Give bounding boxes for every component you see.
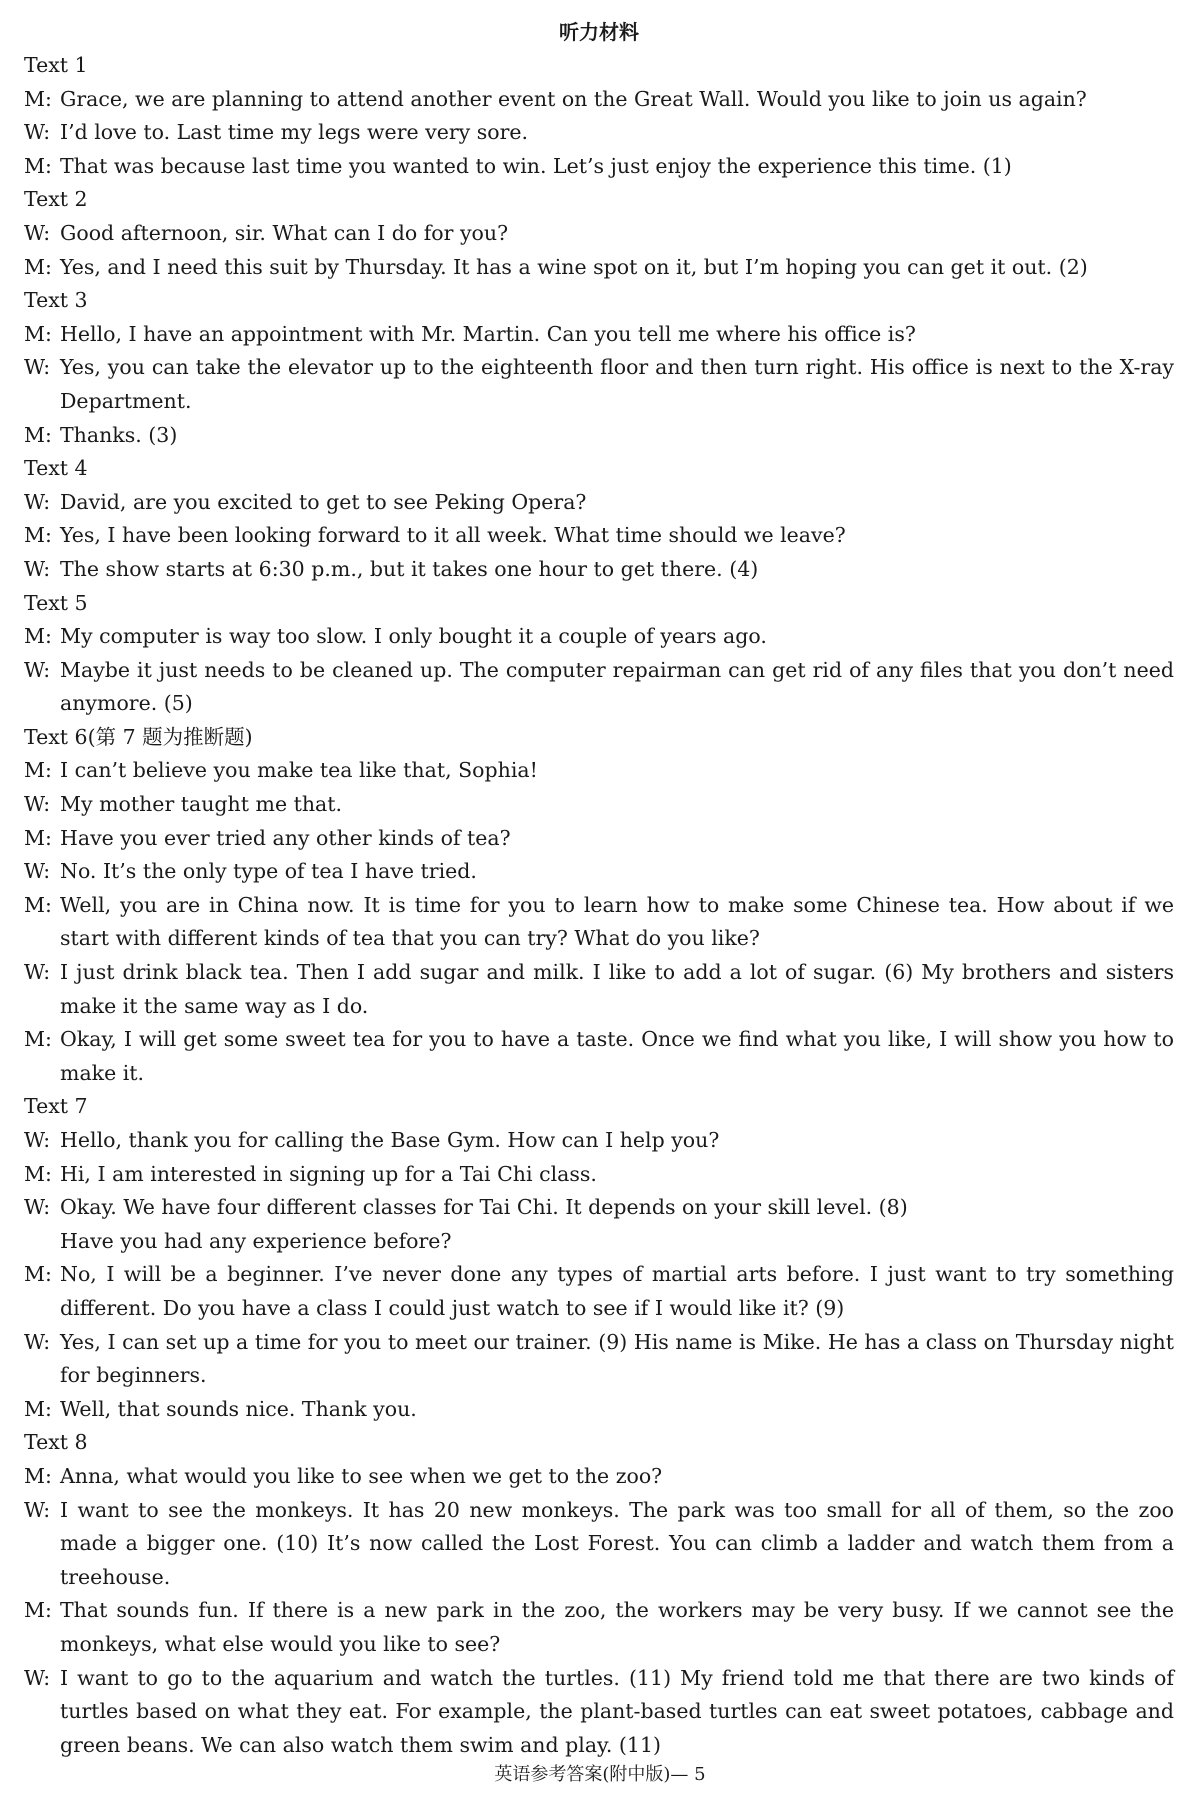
text-heading: Text 5 xyxy=(24,590,88,615)
speaker-label: M: xyxy=(24,422,52,447)
dialogue-line xyxy=(24,1124,1174,1158)
dialogue-text: Grace, we are planning to attend another event on the Great Wall. Would you like to join us again? xyxy=(60,86,1087,111)
dialogue-text: Well, that sounds nice. Thank you. xyxy=(60,1396,417,1421)
dialogue-text: I want to see the monkeys. It has 20 new monkeys. The park was too small for all of them, so the zoo made a bigger one. (10) It’s now called the Lost Forest. You can climb a ladder and watch them from a treehouse. xyxy=(60,1497,1174,1589)
dialogue-text: Hello, I have an appointment with Mr. Martin. Can you tell me where his office is? xyxy=(60,321,916,346)
dialogue-text: That was because last time you wanted to win. Let’s just enjoy the experience this time. (1) xyxy=(60,153,1012,178)
speaker-label: M: xyxy=(24,86,52,111)
page-title: 听力材料 xyxy=(559,20,639,44)
dialogue-text: David, are you excited to get to see Peking Opera? xyxy=(60,489,587,514)
dialogue-line xyxy=(24,620,1174,654)
dialogue-text: Yes, you can take the elevator up to the eighteenth floor and then turn right. His office is next to the X-ray Department. xyxy=(60,355,1174,413)
dialogue-text: Okay. We have four different classes for Tai Chi. It depends on your skill level. (8) xyxy=(60,1195,908,1220)
dialogue-line xyxy=(24,754,1174,788)
speaker-label: M: xyxy=(24,1396,52,1421)
dialogue-line xyxy=(24,1326,1174,1393)
speaker-label: W: xyxy=(24,657,51,682)
speaker-label: M: xyxy=(24,892,52,917)
dialogue-line xyxy=(24,553,1174,587)
speaker-label: W: xyxy=(24,1497,51,1522)
speaker-label: M: xyxy=(24,254,52,279)
dialogue-line xyxy=(24,1393,1174,1427)
speaker-label: M: xyxy=(24,1161,52,1186)
text-heading: Text 4 xyxy=(24,456,88,481)
dialogue-line xyxy=(24,1460,1174,1494)
dialogue-text: Have you ever tried any other kinds of tea? xyxy=(60,825,511,850)
dialogue-line xyxy=(24,1494,1174,1595)
dialogue-line xyxy=(24,1258,1174,1325)
speaker-label: W: xyxy=(24,859,51,884)
dialogue-line xyxy=(24,788,1174,822)
dialogue-text: My mother taught me that. xyxy=(60,792,343,817)
speaker-label: W: xyxy=(24,556,51,581)
dialogue-text: I’d love to. Last time my legs were very sore. xyxy=(60,120,529,145)
speaker-label: W: xyxy=(24,120,51,145)
speaker-label: W: xyxy=(24,1195,51,1220)
dialogue-line xyxy=(24,83,1174,117)
dialogue-text: The show starts at 6:30 p.m., but it takes one hour to get there. (4) xyxy=(60,556,759,581)
speaker-label: W: xyxy=(24,220,51,245)
speaker-label: M: xyxy=(24,758,52,783)
dialogue-line xyxy=(24,822,1174,856)
document-page xyxy=(24,16,1174,1762)
dialogue-text: Okay, I will get some sweet tea for you to have a taste. Once we find what you like, I will show you how to make it. xyxy=(60,1027,1174,1085)
dialogue-line xyxy=(24,1023,1174,1090)
speaker-label: M: xyxy=(24,321,52,346)
dialogue-text: Well, you are in China now. It is time for you to learn how to make some Chinese tea. How about if we start with different kinds of tea that you can try? What do you like? xyxy=(60,892,1174,951)
dialogue-text: No. It’s the only type of tea I have tried. xyxy=(60,859,477,884)
dialogue-text: No, I will be a beginner. I’ve never done any types of martial arts before. I just want to try something different. Do you have a class I could just watch to see if I would like it? (9) xyxy=(60,1262,1174,1320)
speaker-label: M: xyxy=(24,1027,52,1052)
dialogue-text: Yes, I can set up a time for you to meet our trainer. (9) His name is Mike. He has a class on Thursday night for beginners. xyxy=(60,1329,1174,1388)
dialogue-line xyxy=(24,1158,1174,1192)
dialogue-line xyxy=(24,889,1174,956)
dialogue-line xyxy=(24,855,1174,889)
dialogue-line xyxy=(24,318,1174,352)
speaker-label: M: xyxy=(24,153,52,178)
speaker-label: W: xyxy=(24,1329,51,1354)
dialogue-line xyxy=(24,1191,1174,1258)
speaker-label: M: xyxy=(24,523,52,548)
dialogue-text: I want to go to the aquarium and watch the turtles. (11) My friend told me that there are two kinds of turtles based on what they eat. For example, the plant-based turtles can eat sweet potatoes, cabbage and green beans. We can also watch them swim and play. (11) xyxy=(60,1665,1174,1757)
dialogue-line xyxy=(24,1594,1174,1661)
text-heading: Text 8 xyxy=(24,1430,88,1455)
dialogue-line xyxy=(24,116,1174,150)
speaker-label: W: xyxy=(24,1128,51,1152)
speaker-label: W: xyxy=(24,1665,51,1690)
dialogue-line xyxy=(24,419,1174,453)
text-heading: Text 6(第 7 题为推断题) xyxy=(24,724,253,749)
speaker-label: M: xyxy=(24,1463,52,1488)
dialogue-text: Maybe it just needs to be cleaned up. The computer repairman can get rid of any files that you don’t need anymore. (5) xyxy=(60,657,1174,716)
speaker-label: M: xyxy=(24,624,52,649)
dialogue-text: Good afternoon, sir. What can I do for you? xyxy=(60,220,509,245)
dialogue-text: Hi, I am interested in signing up for a Tai Chi class. xyxy=(60,1161,597,1186)
speaker-label: M: xyxy=(24,825,52,850)
dialogue-line xyxy=(24,956,1174,1023)
dialogue-text: I can’t believe you make tea like that, Sophia! xyxy=(60,758,538,783)
speaker-label: M: xyxy=(24,1262,52,1287)
dialogue-text: Yes, I have been looking forward to it all week. What time should we leave? xyxy=(60,523,846,548)
speaker-label: W: xyxy=(24,960,51,985)
dialogue-text: My computer is way too slow. I only bought it a couple of years ago. xyxy=(60,624,767,649)
dialogue-text: Hello, thank you for calling the Base Gym. How can I help you? xyxy=(60,1128,720,1152)
dialogue-line xyxy=(24,217,1174,251)
dialogue-line xyxy=(24,519,1174,553)
dialogue-text: Thanks. (3) xyxy=(60,422,178,447)
dialogue-text: Yes, and I need this suit by Thursday. It has a wine spot on it, but I’m hoping you can get it out. (2) xyxy=(60,254,1088,279)
dialogue-line xyxy=(24,351,1174,418)
speaker-label: W: xyxy=(24,355,51,380)
transcript-body xyxy=(24,49,1174,1762)
speaker-label: W: xyxy=(24,792,51,817)
dialogue-text: That sounds fun. If there is a new park in the zoo, the workers may be very busy. If we cannot see the monkeys, what else would you like to see? xyxy=(60,1598,1174,1656)
text-heading: Text 7 xyxy=(24,1094,88,1119)
dialogue-text-continuation: Have you had any experience before? xyxy=(60,1228,452,1253)
dialogue-line xyxy=(24,251,1174,285)
text-heading: Text 3 xyxy=(24,288,88,313)
dialogue-text: I just drink black tea. Then I add sugar and milk. I like to add a lot of sugar. (6) My brothers and sisters make it the same way as I do. xyxy=(60,960,1174,1018)
text-heading: Text 2 xyxy=(24,187,88,212)
dialogue-line xyxy=(24,1662,1174,1763)
dialogue-line xyxy=(24,486,1174,520)
speaker-label: M: xyxy=(24,1598,52,1623)
dialogue-line xyxy=(24,150,1174,184)
speaker-label: W: xyxy=(24,489,51,514)
dialogue-line xyxy=(24,654,1174,721)
dialogue-text: Anna, what would you like to see when we get to the zoo? xyxy=(60,1463,663,1488)
page-footer: 英语参考答案(附中版)— 5 xyxy=(494,1764,706,1785)
text-heading: Text 1 xyxy=(24,53,88,77)
